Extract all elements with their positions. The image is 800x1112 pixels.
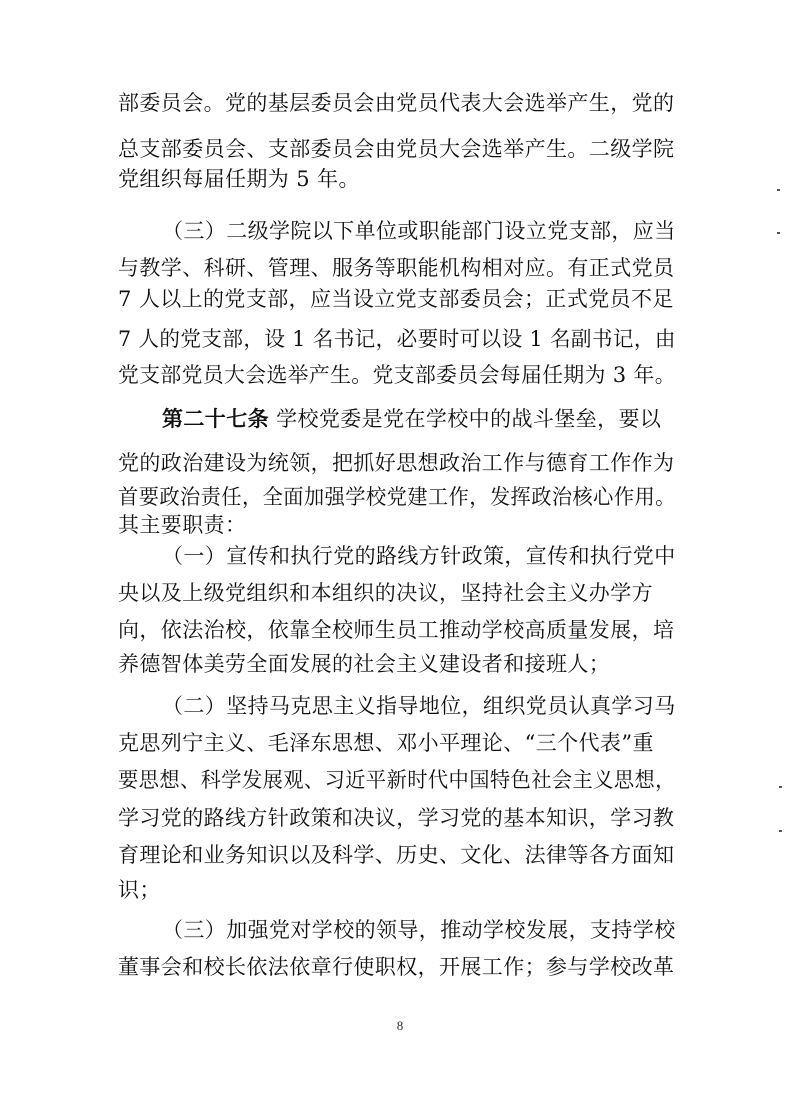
text-line — [118, 615, 674, 645]
text-segment: 总支部委员会、支部委员会由党员大会选举产生。二级学院 — [118, 137, 675, 161]
text-segment: 养德智体美劳全面发展的社会主义建设者和接班人； — [118, 652, 611, 676]
text-line — [118, 952, 674, 982]
text-line — [118, 134, 674, 164]
text-line — [118, 578, 653, 608]
article-heading: 第二十七条 — [162, 406, 269, 431]
text-segment: 党支部党员大会选举产生。党支部委员会每届任期为 3 年。 — [118, 363, 676, 387]
text-segment: 首要政治责任，全面加强学校党建工作，发挥政治核心作用。 — [118, 485, 676, 509]
text-segment: 党的政治建设为统领，把抓好思想政治工作与德育工作作为 — [118, 451, 675, 475]
text-segment: 学校党委是党在学校中的战斗堡垒，要以 — [269, 407, 662, 431]
text-line — [118, 88, 674, 118]
text-segment: （二）坚持马克思主义指导地位，组织党员认真学习马 — [162, 694, 676, 718]
text-line — [118, 164, 360, 194]
text-segment: 识； — [118, 878, 161, 902]
text-line — [118, 803, 674, 833]
text-segment: 党组织每届任期为 5 年。 — [118, 167, 360, 191]
text-segment: 学习党的路线方针政策和决议，学习党的基本知识，学习教 — [118, 806, 675, 830]
text-segment: 董事会和校长依法依章行使职权，开展工作；参与学校改革 — [118, 955, 675, 979]
text-line — [118, 840, 674, 870]
text-segment: 与教学、科研、管理、服务等职能机构相对应。有正式党员 — [118, 256, 675, 280]
text-line — [118, 482, 676, 512]
text-line — [118, 360, 676, 390]
text-line — [118, 510, 246, 540]
scan-mark — [777, 232, 780, 234]
text-segment: 7 人以上的党支部，应当设立党支部委员会；正式党员不足 — [118, 287, 674, 311]
text-line — [162, 404, 661, 434]
text-line — [162, 691, 676, 721]
scan-mark — [779, 830, 782, 832]
scan-mark — [779, 786, 782, 788]
text-segment: 要思想、科学发展观、习近平新时代中国特色社会主义思想， — [118, 768, 676, 792]
text-line — [118, 875, 161, 905]
text-segment: 7 人的党支部，设 1 名书记，必要时可以设 1 名副书记，由 — [118, 327, 676, 351]
text-line — [162, 541, 676, 571]
text-line — [162, 915, 676, 945]
page-number: 8 — [396, 1018, 404, 1033]
text-segment: 央以及上级党组织和本组织的决议，坚持社会主义办学方 — [118, 581, 653, 605]
text-line — [118, 284, 674, 314]
text-segment: 育理论和业务知识以及科学、历史、文化、法律等各方面知 — [118, 843, 675, 867]
text-line — [118, 253, 674, 283]
text-segment: 其主要职责： — [118, 513, 247, 537]
text-segment: 克思列宁主义、毛泽东思想、邓小平理论、“三个代表”重 — [118, 731, 654, 755]
text-segment: （三）加强党对学校的领导，推动学校发展，支持学校 — [162, 918, 676, 942]
text-line — [118, 765, 676, 795]
text-segment: （一）宣传和执行党的路线方针政策，宣传和执行党中 — [162, 544, 676, 568]
text-segment: （三）二级学院以下单位或职能部门设立党支部，应当 — [162, 219, 676, 243]
text-line — [162, 216, 676, 246]
text-line — [118, 728, 654, 758]
text-line — [118, 649, 610, 679]
text-segment: 向，依法治校，依靠全校师生员工推动学校高质量发展，培 — [118, 618, 675, 642]
text-line — [118, 324, 676, 354]
scan-mark — [777, 189, 780, 191]
text-segment: 部委员会。党的基层委员会由党员代表大会选举产生，党的 — [118, 91, 675, 115]
text-line — [118, 448, 674, 478]
